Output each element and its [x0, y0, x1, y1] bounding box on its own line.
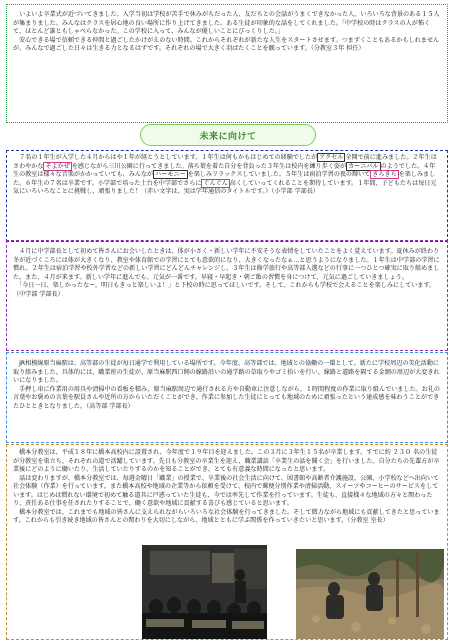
branch-paragraph-2: 話は変わりますが、橋本分教室では、毎週金曜日「職業」の授業で、卒業後の社会生活に向けて、図書館や高齢者介護施設、公園、小学校などへ出向いて社会体験（作業）を行っています。また橋本高校や地域の企業等から依頼を受けて、校内で郵便分別作業や清掃活動、スイーツやコーヒーのサービスをしています。はじめは慣れない環境で初めて触る道具に戸惑っていた生徒も、今では率先して作業を行っています。生徒も、直接様々な地域の方々と関わったり、責任ある仕事を任されたりすることで、働く意欲や地域に貢献する喜びも感じていると思います。 [13, 474, 440, 508]
graduation-paragraph-1: いよいよ卒業式が近づいてきました。入学当初は学校が苦手で休みがちだった人、友だちとの会話がうまくできなかった人、いろいろな背景のある１５人が集まりました。みんなはクラスを居心地の良い場所に作り上げてきました。ある生徒が印象的な話をしてくれました。「中学校の時はクラスの人が怖くて、ほとんど誰ともしゃべらなかった。この学校に入って、みんなが優しいことにびっくりした。」 [13, 11, 440, 36]
elementary-text-b: 全開で前に進みました。２年生はさわやかな [13, 154, 437, 170]
high-paragraph-2: 手押し車に作業用の用具や清掃中の看板を積み、原当麻駅周辺で通行される方や自動車に注意しながら、１時間程度の作業に取り組んでいました。お礼の言葉やお褒めの言葉を駅員さんや近所の方からいただくことができ、作業に参加した生徒にとっても地域のために頑張ったという達成感を味わうことができたひとときとなりました。（高等部 学部長） [13, 385, 440, 410]
junior-paragraph-2: 「今日一日、楽しかったなー。明日もきっと楽しいよ！」と下校の時に思ってほしいです。そして、これからも学校で会えることを楽しみにしています。（中学部 学部長） [13, 282, 436, 298]
grade4-title-word: ハーモニー [155, 171, 186, 179]
elementary-paragraph [13, 154, 441, 197]
elementary-text-e: を楽しみリラックスしていました。５年生は宿泊学習の夜の輝いて [187, 171, 371, 179]
branch-paragraph-1: 橋本分教室は、平成１８年に橋本高校内に設置され、今年度で１９年目を迎えました。この３月に３年生１５名が卒業します。すでに約 ２３０ 名の生徒が分教室を巣立ち、それぞれの道で活躍しています。先日も分教室の卒業生を迎え、職業講話「卒業生の話を聞く会」を行いました。自分たちの先輩方が卒業後にどのように働いたり、生活していたりするのかを知ることができ、とても有意義な時間になったと思います。 [13, 449, 440, 474]
grade2-title-word: そよかぜ [45, 162, 70, 170]
grade1-title-word: アクセル [319, 154, 344, 161]
outdoor-cleanup-illustration [296, 549, 444, 639]
classroom-lecture-illustration [142, 545, 267, 639]
junior-paragraph-1: ４月に中学部長として初めて皆さんにお会いしたときは、体が小さく・新しい学年に不安そうな表情をしていたことをよく覚えています。夏休みが終わり冬が近づくころには体が大きくなり、教室や体育館での学習にとても意欲的になり、大きくなったなぁ…と思うようになりました。１年生は中学部の学習に慣れ、２年生は宿泊学習や校外学習などの新しい学習にどんどんチャレンジし、３年生は修学旅行や高等部入選などの行事に一つひとつ確実に取り組めました。また、４月が来ます。新しい学年に進んでも、元気が一番です。早寝・早起き・朝ご飯の習慣を身につけて、元気に過ごしていきましょう。 [13, 248, 440, 281]
elementary-text-a: ７名の１年生が入学した４月からはや１年が経とうとしています。１年生は何もかもはじめての経験でしたが [13, 154, 318, 161]
grade3-title-word: カーニバル [348, 162, 379, 170]
elementary-text-d: のようでした。４年生の教室は様々な音楽がかかっていても、みんなが [13, 162, 436, 179]
section-high-school [6, 352, 448, 443]
section-junior-high [6, 240, 448, 351]
grade5-title-word: きらきら [372, 171, 397, 179]
graduation-paragraph-2: 安心できる場で信頼できる仲間と過ごしたかけがえのない時間。これからそれぞれが新たな人生をスタートさせます。つまずくこともあるかもしれませんが、みんなで過ごした日々は生きる力となるはずです。それぞれの場で大きく羽ばたくことを願っています。（分教室３年 担任） [13, 36, 440, 53]
elementary-text-f: を楽しみました。６年生の７名は卒業です。小学部で培った土台を中学部でさらに [13, 171, 436, 187]
classroom-lecture-photo [142, 545, 267, 639]
banner-future [140, 124, 316, 146]
branch-paragraph-3: 橋本分教室では、これまでも地域の皆さんに支えられながらいろいろな社会体験を行ってきました。そして微力ながら地域にも貢献してきたと思っています。これからも引き続き地域の皆さんとの関わりを大切にしながら、地域とともに学ぶ関係を作っていきたいと思います。（分教室 室長） [13, 508, 440, 525]
elementary-text-c: を感じながら三川公園に行ってきました。落ち葉を着た自分を背負った３年生は校内を練り歩く姿が [71, 162, 347, 170]
grade6-title-word: ぐんぐん [203, 179, 228, 187]
section-elementary [6, 150, 448, 242]
outdoor-cleanup-photo [296, 549, 444, 639]
elementary-text-g: 高くしていってくれることを期待しています。１年間、子どもたちは毎日元気にいろいろなことに挑戦し、頑張りました！（赤い文字は、実は学年通信のタイトルです。）（小学部 学部長） [13, 179, 437, 196]
banner-title: 未来に向けて [199, 131, 257, 142]
high-paragraph-1: JR相模線原当麻駅は、高等部の生徒が毎日通学で利用している場所です。今年度、高等部では、地域との協働の一環として、新たに学校周辺の美化活動に取り組みました。具体的には、職業班の生徒が、原当麻駅西口側の線路沿いの通学路の草取りやゴミ拾いを行い、線路と道路を隔てる金網の周辺が大変きれいになりました。 [13, 360, 440, 385]
section-graduation-message [6, 4, 448, 123]
